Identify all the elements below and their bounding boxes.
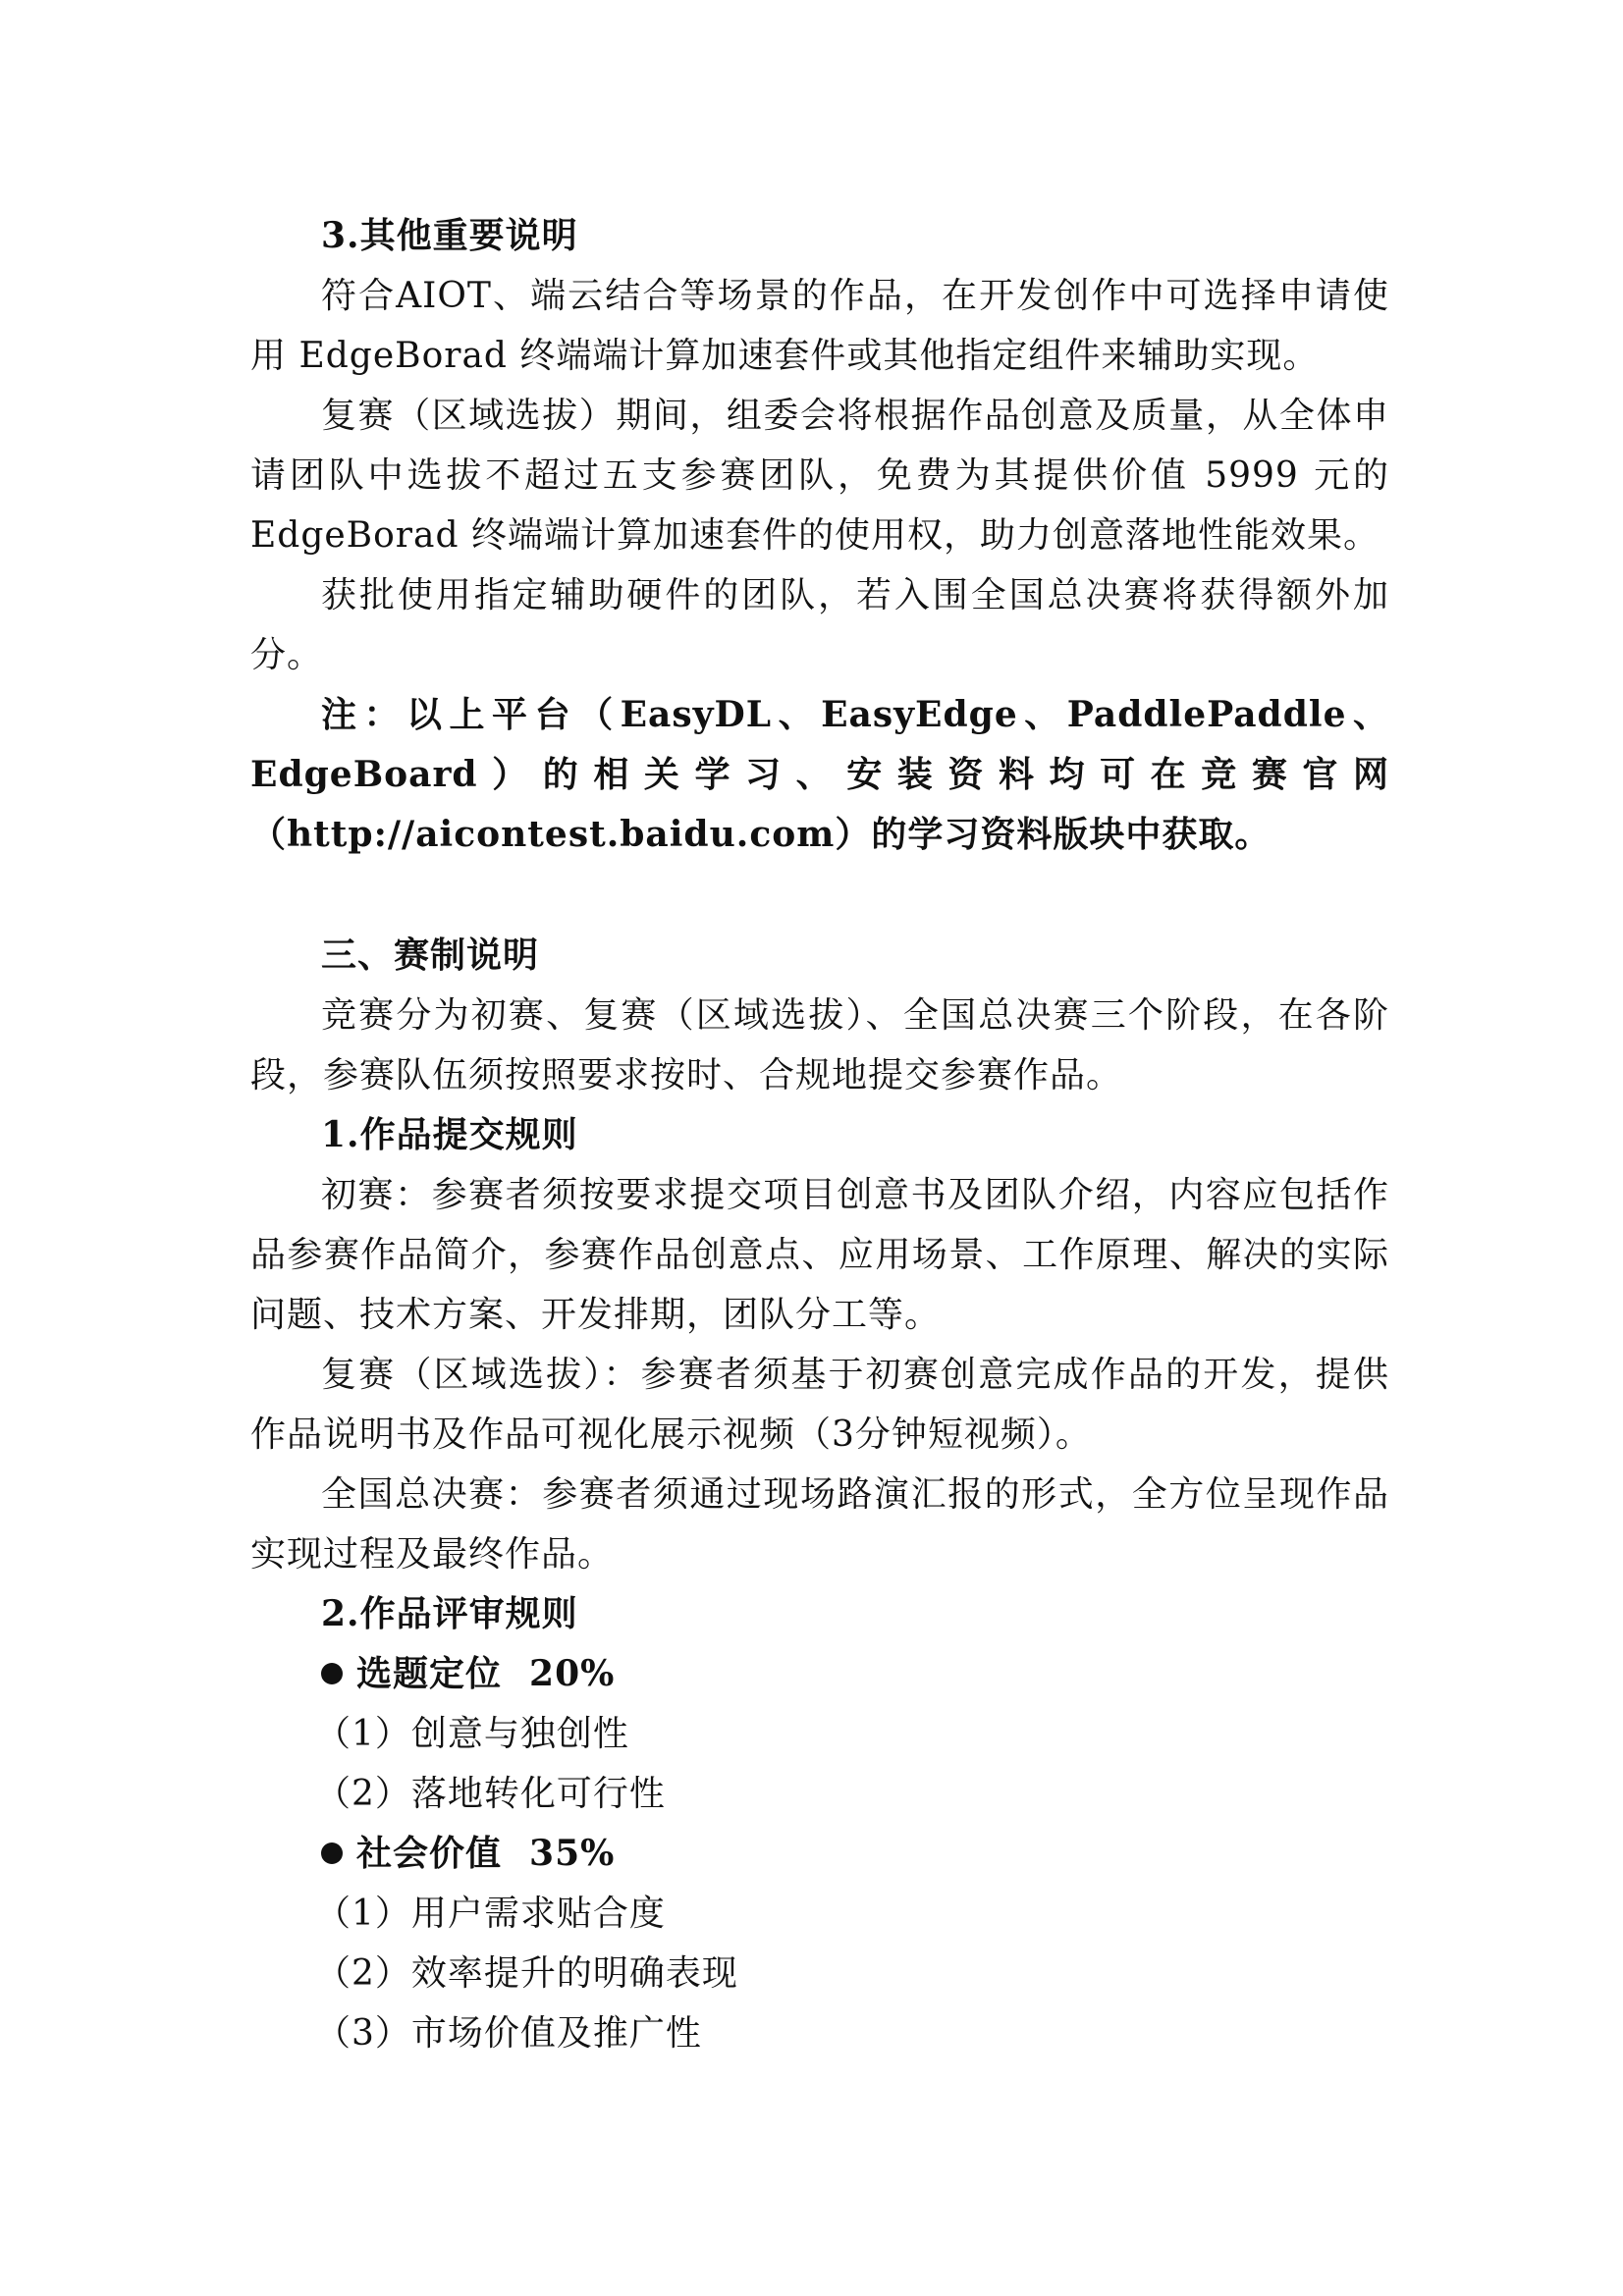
paragraph-rules-intro: 竞赛分为初赛、复赛（区域选拔）、全国总决赛三个阶段，在各阶段，参赛队伍须按照要求按时、合规地提交参赛作品。 [250,995,1389,1095]
paragraph-semifinal-round: 复赛（区域选拔）：参赛者须基于初赛创意完成作品的开发，提供作品说明书及作品可视化展示视频（3分钟短视频）。 [250,1355,1389,1455]
criterion-label: 选题定位 [356,1653,503,1694]
criterion-social-value [250,1824,1389,1884]
paragraph-final-round: 全国总决赛：参赛者须通过现场路演汇报的形式，全方位呈现作品实现过程及最终作品。 [250,1474,1389,1575]
criterion-label: 社会价值 [356,1833,503,1874]
criterion-item: （2）落地转化可行性 [315,1774,666,1814]
subheading-submission-rules: 1.作品提交规则 [321,1114,578,1155]
note-learning-resources: 注：以上平台（EasyDL、EasyEdge、PaddlePaddle、EdgeBoard）的相关学习、安装资料均可在竞赛官网（http://aicontest.baidu.com）的学习资料版块中获取。 [250,694,1389,855]
page-content [250,206,1389,2063]
paragraph-bonus-points: 获批使用指定辅助硬件的团队，若入围全国总决赛将获得额外加分。 [250,575,1389,675]
criterion-weight: 35% [529,1833,616,1874]
criterion-topic-positioning [250,1644,1389,1704]
bullet-dot-icon [321,1842,343,1864]
subheading-judging-rules: 2.作品评审规则 [321,1593,578,1634]
paragraph-prelim-round: 初赛：参赛者须按要求提交项目创意书及团队介绍，内容应包括作品参赛作品简介，参赛作品创意点、应用场景、工作原理、解决的实际问题、技术方案、开发排期，团队分工等。 [250,1175,1389,1335]
criterion-item: （1）创意与独创性 [315,1714,629,1754]
section-heading-other-notes: 3.其他重要说明 [321,215,578,256]
bullet-dot-icon [321,1663,343,1684]
criterion-item: （3）市场价值及推广性 [315,2013,702,2054]
criterion-weight: 20% [529,1653,616,1694]
criterion-item: （1）用户需求贴合度 [315,1894,666,1934]
criterion-item: （2）效率提升的明确表现 [315,1953,738,1994]
section-gap [250,865,1389,926]
paragraph-aiot-scenarios: 符合AIOT、端云结合等场景的作品，在开发创作中可选择申请使用 EdgeBorad 终端端计算加速套件或其他指定组件来辅助实现。 [250,276,1389,376]
section-heading-rules: 三、赛制说明 [321,934,540,976]
paragraph-semifinal-hardware: 复赛（区域选拔）期间，组委会将根据作品创意及质量，从全体申请团队中选拔不超过五支参赛团队，免费为其提供价值 5999 元的 EdgeBorad 终端端计算加速套件的使用权，助力创意落地性能效果。 [250,396,1389,556]
